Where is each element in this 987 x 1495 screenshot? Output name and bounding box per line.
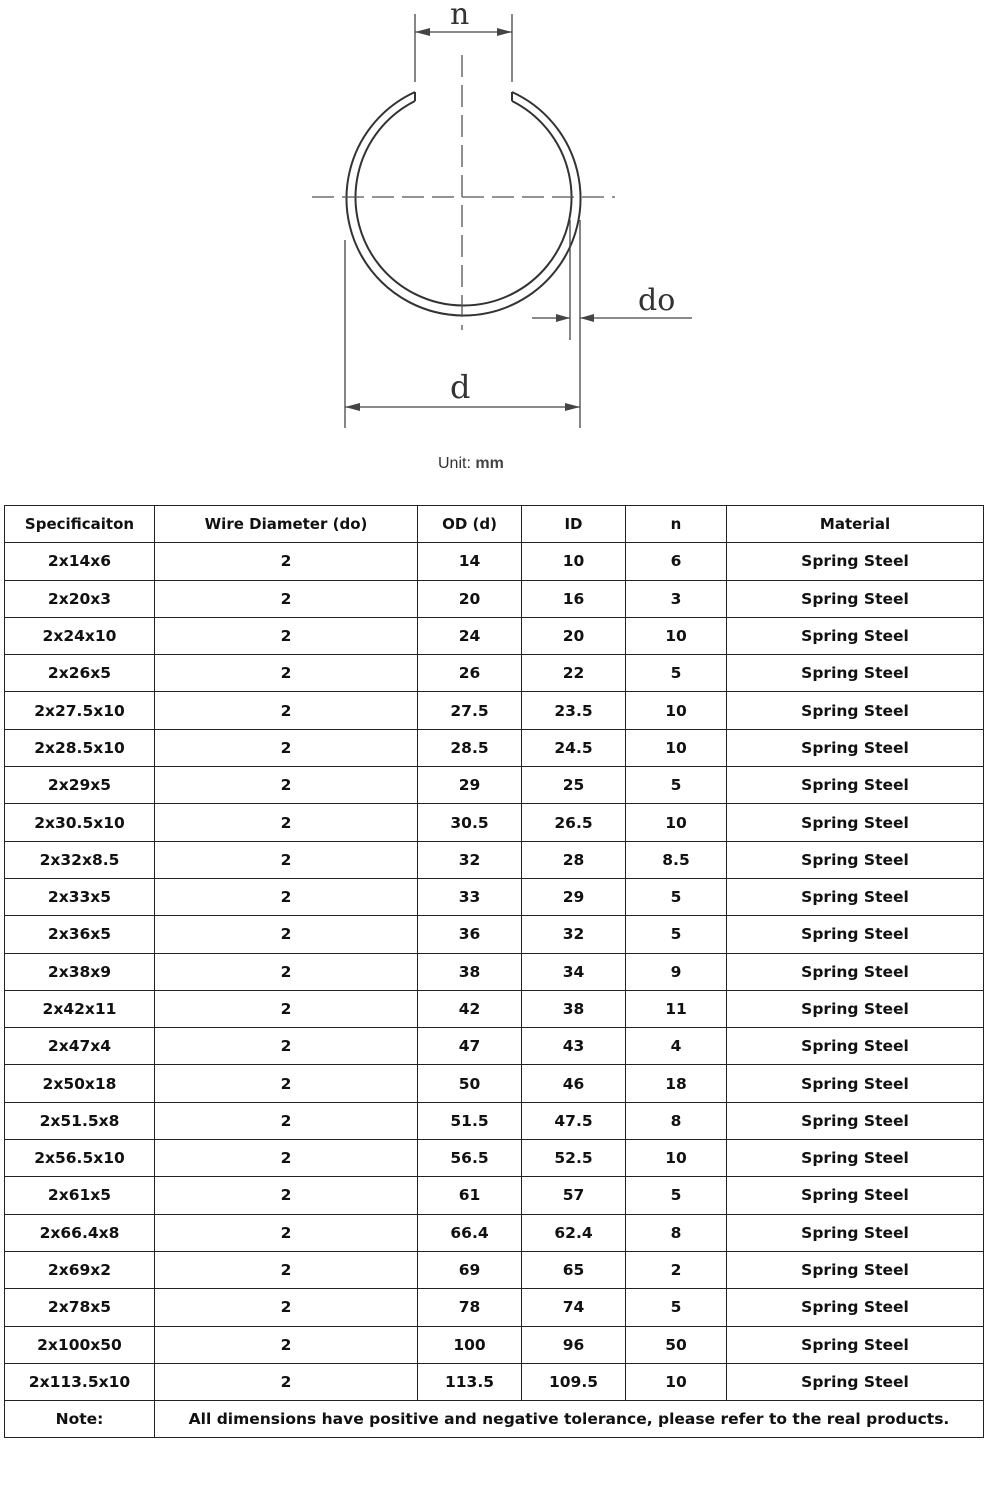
cell-wire-diameter: 2 (155, 841, 418, 878)
cell-n: 4 (626, 1028, 727, 1065)
cell-material: Spring Steel (727, 580, 984, 617)
cell-od: 28.5 (418, 729, 522, 766)
cell-od: 42 (418, 990, 522, 1027)
table-row (5, 580, 984, 617)
cell-specification: 2x33x5 (5, 878, 155, 915)
cell-wire-diameter: 2 (155, 1028, 418, 1065)
cell-wire-diameter: 2 (155, 1065, 418, 1102)
header-specification: Specificaiton (5, 506, 155, 543)
cell-n: 5 (626, 1289, 727, 1326)
table-row (5, 953, 984, 990)
table-row (5, 878, 984, 915)
spec-table (4, 505, 984, 1438)
cell-material: Spring Steel (727, 1326, 984, 1363)
cell-n: 10 (626, 804, 727, 841)
note-row (5, 1401, 984, 1438)
cell-od: 113.5 (418, 1363, 522, 1400)
cell-id: 24.5 (522, 729, 626, 766)
cell-specification: 2x24x10 (5, 617, 155, 654)
cell-wire-diameter: 2 (155, 1251, 418, 1288)
cell-specification: 2x26x5 (5, 655, 155, 692)
cell-od: 100 (418, 1326, 522, 1363)
table-row (5, 990, 984, 1027)
cell-id: 23.5 (522, 692, 626, 729)
cell-wire-diameter: 2 (155, 543, 418, 580)
cell-specification: 2x30.5x10 (5, 804, 155, 841)
cell-id: 10 (522, 543, 626, 580)
cell-od: 32 (418, 841, 522, 878)
cell-wire-diameter: 2 (155, 580, 418, 617)
table-row (5, 1140, 984, 1177)
cell-material: Spring Steel (727, 655, 984, 692)
cell-n: 11 (626, 990, 727, 1027)
table-row (5, 617, 984, 654)
cell-material: Spring Steel (727, 1028, 984, 1065)
do-label: do (638, 283, 676, 318)
cell-material: Spring Steel (727, 841, 984, 878)
note-label: Note: (5, 1401, 155, 1438)
cell-wire-diameter: 2 (155, 1214, 418, 1251)
cell-n: 50 (626, 1326, 727, 1363)
cell-id: 43 (522, 1028, 626, 1065)
cell-id: 65 (522, 1251, 626, 1288)
cell-id: 26.5 (522, 804, 626, 841)
cell-material: Spring Steel (727, 1251, 984, 1288)
cell-specification: 2x14x6 (5, 543, 155, 580)
cell-id: 22 (522, 655, 626, 692)
cell-specification: 2x42x11 (5, 990, 155, 1027)
cell-material: Spring Steel (727, 1065, 984, 1102)
cell-id: 28 (522, 841, 626, 878)
cell-material: Spring Steel (727, 1102, 984, 1139)
cell-n: 10 (626, 729, 727, 766)
cell-wire-diameter: 2 (155, 878, 418, 915)
header-od: OD (d) (418, 506, 522, 543)
cell-specification: 2x66.4x8 (5, 1214, 155, 1251)
cell-id: 34 (522, 953, 626, 990)
cell-material: Spring Steel (727, 767, 984, 804)
cell-material: Spring Steel (727, 1289, 984, 1326)
table-row (5, 1251, 984, 1288)
unit-caption (438, 455, 504, 473)
cell-specification: 2x50x18 (5, 1065, 155, 1102)
cell-material: Spring Steel (727, 692, 984, 729)
do-dimension (532, 220, 692, 340)
cell-n: 10 (626, 1363, 727, 1400)
cell-specification: 2x27.5x10 (5, 692, 155, 729)
table-row (5, 729, 984, 766)
cell-od: 14 (418, 543, 522, 580)
cell-id: 52.5 (522, 1140, 626, 1177)
cell-material: Spring Steel (727, 953, 984, 990)
cell-n: 10 (626, 617, 727, 654)
cell-material: Spring Steel (727, 617, 984, 654)
cell-id: 16 (522, 580, 626, 617)
cell-material: Spring Steel (727, 1363, 984, 1400)
table-row (5, 1363, 984, 1400)
cell-od: 36 (418, 916, 522, 953)
table-row (5, 1289, 984, 1326)
cell-id: 32 (522, 916, 626, 953)
cell-specification: 2x29x5 (5, 767, 155, 804)
table-row (5, 543, 984, 580)
cell-specification: 2x47x4 (5, 1028, 155, 1065)
cell-id: 62.4 (522, 1214, 626, 1251)
header-material: Material (727, 506, 984, 543)
cell-n: 8 (626, 1214, 727, 1251)
cell-od: 66.4 (418, 1214, 522, 1251)
cell-specification: 2x32x8.5 (5, 841, 155, 878)
cell-specification: 2x100x50 (5, 1326, 155, 1363)
cell-n: 5 (626, 767, 727, 804)
table-row (5, 1214, 984, 1251)
cell-id: 96 (522, 1326, 626, 1363)
cell-specification: 2x56.5x10 (5, 1140, 155, 1177)
cell-specification: 2x78x5 (5, 1289, 155, 1326)
cell-wire-diameter: 2 (155, 767, 418, 804)
note-text: All dimensions have positive and negative tolerance, please refer to the real products. (155, 1401, 984, 1438)
cell-wire-diameter: 2 (155, 729, 418, 766)
cell-od: 26 (418, 655, 522, 692)
cell-id: 25 (522, 767, 626, 804)
header-n: n (626, 506, 727, 543)
cell-n: 3 (626, 580, 727, 617)
cell-id: 74 (522, 1289, 626, 1326)
table-row (5, 804, 984, 841)
cell-n: 8 (626, 1102, 727, 1139)
table-row (5, 916, 984, 953)
cell-material: Spring Steel (727, 804, 984, 841)
cell-material: Spring Steel (727, 729, 984, 766)
cell-id: 46 (522, 1065, 626, 1102)
header-id: ID (522, 506, 626, 543)
cell-id: 20 (522, 617, 626, 654)
table-row (5, 1102, 984, 1139)
cell-material: Spring Steel (727, 543, 984, 580)
table-body (5, 543, 984, 1401)
header-wire-diameter: Wire Diameter (do) (155, 506, 418, 543)
cell-n: 9 (626, 953, 727, 990)
cell-wire-diameter: 2 (155, 1140, 418, 1177)
cell-id: 47.5 (522, 1102, 626, 1139)
cell-specification: 2x36x5 (5, 916, 155, 953)
cell-od: 38 (418, 953, 522, 990)
unit-value: mm (475, 455, 504, 472)
table-row (5, 841, 984, 878)
cell-od: 56.5 (418, 1140, 522, 1177)
cell-material: Spring Steel (727, 878, 984, 915)
cell-wire-diameter: 2 (155, 1102, 418, 1139)
cell-wire-diameter: 2 (155, 990, 418, 1027)
cell-n: 5 (626, 916, 727, 953)
cell-wire-diameter: 2 (155, 1326, 418, 1363)
cell-od: 78 (418, 1289, 522, 1326)
cell-wire-diameter: 2 (155, 916, 418, 953)
cell-material: Spring Steel (727, 990, 984, 1027)
cell-n: 2 (626, 1251, 727, 1288)
cell-n: 5 (626, 1177, 727, 1214)
table-row (5, 1326, 984, 1363)
table-row (5, 1028, 984, 1065)
cell-specification: 2x20x3 (5, 580, 155, 617)
cell-specification: 2x69x2 (5, 1251, 155, 1288)
cell-specification: 2x28.5x10 (5, 729, 155, 766)
cell-material: Spring Steel (727, 916, 984, 953)
unit-label: Unit: (438, 455, 471, 472)
cell-od: 51.5 (418, 1102, 522, 1139)
cell-wire-diameter: 2 (155, 617, 418, 654)
cell-n: 10 (626, 1140, 727, 1177)
cell-od: 20 (418, 580, 522, 617)
table-row (5, 1177, 984, 1214)
cell-od: 69 (418, 1251, 522, 1288)
cell-od: 50 (418, 1065, 522, 1102)
cell-wire-diameter: 2 (155, 1363, 418, 1400)
table-header-row (5, 506, 984, 543)
cell-specification: 2x61x5 (5, 1177, 155, 1214)
table-row (5, 692, 984, 729)
cell-specification: 2x51.5x8 (5, 1102, 155, 1139)
table-row (5, 1065, 984, 1102)
cell-od: 33 (418, 878, 522, 915)
cell-wire-diameter: 2 (155, 655, 418, 692)
cell-material: Spring Steel (727, 1140, 984, 1177)
n-label: n (450, 0, 470, 32)
cell-n: 18 (626, 1065, 727, 1102)
cell-material: Spring Steel (727, 1214, 984, 1251)
cell-wire-diameter: 2 (155, 1289, 418, 1326)
cell-wire-diameter: 2 (155, 953, 418, 990)
ring-drawing (0, 0, 987, 500)
cell-od: 30.5 (418, 804, 522, 841)
cell-n: 5 (626, 878, 727, 915)
cell-specification: 2x113.5x10 (5, 1363, 155, 1400)
cell-id: 57 (522, 1177, 626, 1214)
ring-shape (347, 92, 581, 315)
cell-wire-diameter: 2 (155, 692, 418, 729)
cell-wire-diameter: 2 (155, 804, 418, 841)
cell-material: Spring Steel (727, 1177, 984, 1214)
cell-n: 6 (626, 543, 727, 580)
cell-id: 38 (522, 990, 626, 1027)
cell-n: 8.5 (626, 841, 727, 878)
table-row (5, 655, 984, 692)
cell-specification: 2x38x9 (5, 953, 155, 990)
cell-od: 24 (418, 617, 522, 654)
cell-id: 29 (522, 878, 626, 915)
cell-od: 61 (418, 1177, 522, 1214)
cell-id: 109.5 (522, 1363, 626, 1400)
cell-n: 10 (626, 692, 727, 729)
cell-wire-diameter: 2 (155, 1177, 418, 1214)
cell-od: 29 (418, 767, 522, 804)
ring-diagram (0, 0, 987, 500)
d-label: d (450, 368, 471, 406)
table-row (5, 767, 984, 804)
cell-od: 47 (418, 1028, 522, 1065)
cell-od: 27.5 (418, 692, 522, 729)
cell-n: 5 (626, 655, 727, 692)
